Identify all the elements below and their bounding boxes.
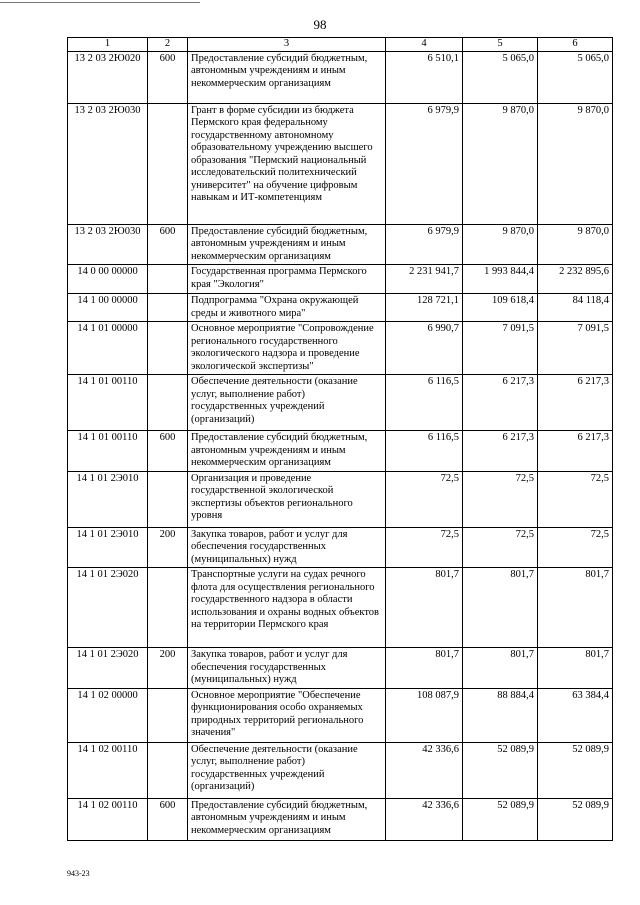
- row-code: 14 1 02 00110: [68, 742, 148, 798]
- table-row: [68, 103, 613, 224]
- table-row: [68, 265, 613, 294]
- row-value-1: 2 231 941,7: [386, 265, 463, 294]
- row-value-1: 801,7: [386, 568, 463, 648]
- row-name: Предоставление субсидий бюджетным, автономным учреждениям и иным некоммерческим организациям: [188, 798, 386, 840]
- table-row: [68, 322, 613, 375]
- row-name: Предоставление субсидий бюджетным, автономным учреждениям и иным некоммерческим организациям: [188, 51, 386, 103]
- header-col-4: 4: [386, 38, 463, 52]
- row-expense-type: [148, 471, 188, 527]
- row-name: Закупка товаров, работ и услуг для обеспечения государственных (муниципальных) нужд: [188, 527, 386, 568]
- row-value-1: 108 087,9: [386, 688, 463, 742]
- table-row: [68, 471, 613, 527]
- row-code: 13 2 03 2Ю030: [68, 224, 148, 265]
- table-row: [68, 648, 613, 689]
- row-value-1: 42 336,6: [386, 798, 463, 840]
- row-expense-type: 200: [148, 527, 188, 568]
- header-col-5: 5: [463, 38, 538, 52]
- row-code: 14 1 01 00110: [68, 375, 148, 431]
- row-value-2: 109 618,4: [463, 294, 538, 322]
- row-code: 14 1 01 2Э010: [68, 471, 148, 527]
- row-value-1: 6 510,1: [386, 51, 463, 103]
- row-code: 14 1 02 00110: [68, 798, 148, 840]
- header-col-2: 2: [148, 38, 188, 52]
- row-expense-type: 600: [148, 224, 188, 265]
- table-row: [68, 431, 613, 472]
- row-expense-type: [148, 294, 188, 322]
- row-value-3: 7 091,5: [538, 322, 613, 375]
- row-code: 14 1 01 2Э010: [68, 527, 148, 568]
- row-expense-type: [148, 265, 188, 294]
- row-code: 14 1 00 00000: [68, 294, 148, 322]
- row-value-3: 9 870,0: [538, 224, 613, 265]
- row-value-1: 72,5: [386, 527, 463, 568]
- row-expense-type: [148, 375, 188, 431]
- row-value-2: 801,7: [463, 568, 538, 648]
- header-col-3: 3: [188, 38, 386, 52]
- table-row: [68, 568, 613, 648]
- row-value-1: 6 116,5: [386, 431, 463, 472]
- row-value-3: 5 065,0: [538, 51, 613, 103]
- row-value-3: 84 118,4: [538, 294, 613, 322]
- row-name: Подпрограмма "Охрана окружающей среды и животного мира": [188, 294, 386, 322]
- row-value-3: 9 870,0: [538, 103, 613, 224]
- row-name: Обеспечение деятельности (оказание услуг, выполнение работ) государственных учреждений (организаций): [188, 375, 386, 431]
- row-value-2: 52 089,9: [463, 798, 538, 840]
- row-value-2: 1 993 844,4: [463, 265, 538, 294]
- row-name: Предоставление субсидий бюджетным, автономным учреждениям и иным некоммерческим организациям: [188, 431, 386, 472]
- row-value-3: 52 089,9: [538, 798, 613, 840]
- row-value-3: 72,5: [538, 527, 613, 568]
- top-rule: [0, 2, 200, 3]
- row-value-1: 6 990,7: [386, 322, 463, 375]
- row-value-2: 52 089,9: [463, 742, 538, 798]
- row-name: Государственная программа Пермского края "Экология": [188, 265, 386, 294]
- row-name: Предоставление субсидий бюджетным, автономным учреждениям и иным некоммерческим организациям: [188, 224, 386, 265]
- row-name: Основное мероприятие "Обеспечение функционирования особо охраняемых природных территорий регионального значения": [188, 688, 386, 742]
- row-value-2: 9 870,0: [463, 224, 538, 265]
- row-code: 14 1 01 00000: [68, 322, 148, 375]
- table-row: [68, 294, 613, 322]
- row-value-2: 7 091,5: [463, 322, 538, 375]
- row-value-1: 72,5: [386, 471, 463, 527]
- header-col-1: 1: [68, 38, 148, 52]
- row-expense-type: 600: [148, 51, 188, 103]
- row-value-2: 6 217,3: [463, 375, 538, 431]
- row-name: Грант в форме субсидии из бюджета Пермского края федеральному государственному автономному образовательному учреждению высшего образования "Пермский национальный исследовательский политехнический университет" на обучение цифровым навыкам и ИТ-компетенциям: [188, 103, 386, 224]
- row-value-3: 6 217,3: [538, 375, 613, 431]
- row-name: Транспортные услуги на судах речного флота для осуществления регионального государственного надзора в области использования и охраны водных объектов на территории Пермского края: [188, 568, 386, 648]
- row-value-3: 6 217,3: [538, 431, 613, 472]
- row-value-3: 63 384,4: [538, 688, 613, 742]
- row-value-1: 801,7: [386, 648, 463, 689]
- row-expense-type: 600: [148, 431, 188, 472]
- row-value-3: 801,7: [538, 648, 613, 689]
- row-name: Закупка товаров, работ и услуг для обеспечения государственных (муниципальных) нужд: [188, 648, 386, 689]
- row-name: Организация и проведение государственной экологической экспертизы объектов регионального уровня: [188, 471, 386, 527]
- header-row: [68, 38, 613, 52]
- row-expense-type: [148, 322, 188, 375]
- page-number: 98: [313, 17, 327, 32]
- row-value-2: 801,7: [463, 648, 538, 689]
- row-value-3: 72,5: [538, 471, 613, 527]
- row-code: 14 0 00 00000: [68, 265, 148, 294]
- table-row: [68, 742, 613, 798]
- row-value-1: 6 979,9: [386, 103, 463, 224]
- row-value-3: 801,7: [538, 568, 613, 648]
- row-name: Основное мероприятие "Сопровождение регионального государственного экологического надзора и проведение экологической экспертизы": [188, 322, 386, 375]
- table-row: [68, 798, 613, 840]
- table-row: [68, 375, 613, 431]
- row-value-2: 72,5: [463, 527, 538, 568]
- row-expense-type: [148, 688, 188, 742]
- row-value-3: 52 089,9: [538, 742, 613, 798]
- row-expense-type: [148, 742, 188, 798]
- row-code: 13 2 03 2Ю020: [68, 51, 148, 103]
- row-expense-type: 200: [148, 648, 188, 689]
- row-value-2: 88 884,4: [463, 688, 538, 742]
- header-col-6: 6: [538, 38, 613, 52]
- budget-table: [67, 37, 613, 841]
- table-row: [68, 527, 613, 568]
- row-expense-type: 600: [148, 798, 188, 840]
- row-expense-type: [148, 568, 188, 648]
- row-code: 14 1 02 00000: [68, 688, 148, 742]
- table-row: [68, 51, 613, 103]
- row-expense-type: [148, 103, 188, 224]
- table-row: [68, 224, 613, 265]
- row-code: 13 2 03 2Ю030: [68, 103, 148, 224]
- row-name: Обеспечение деятельности (оказание услуг, выполнение работ) государственных учреждений (организаций): [188, 742, 386, 798]
- row-value-2: 6 217,3: [463, 431, 538, 472]
- table-row: [68, 688, 613, 742]
- row-value-1: 6 116,5: [386, 375, 463, 431]
- row-value-1: 6 979,9: [386, 224, 463, 265]
- row-value-1: 42 336,6: [386, 742, 463, 798]
- row-code: 14 1 01 2Э020: [68, 648, 148, 689]
- row-value-1: 128 721,1: [386, 294, 463, 322]
- footer-document-code: 943-23: [67, 869, 90, 878]
- row-value-2: 72,5: [463, 471, 538, 527]
- row-value-3: 2 232 895,6: [538, 265, 613, 294]
- row-value-2: 5 065,0: [463, 51, 538, 103]
- row-code: 14 1 01 00110: [68, 431, 148, 472]
- row-value-2: 9 870,0: [463, 103, 538, 224]
- row-code: 14 1 01 2Э020: [68, 568, 148, 648]
